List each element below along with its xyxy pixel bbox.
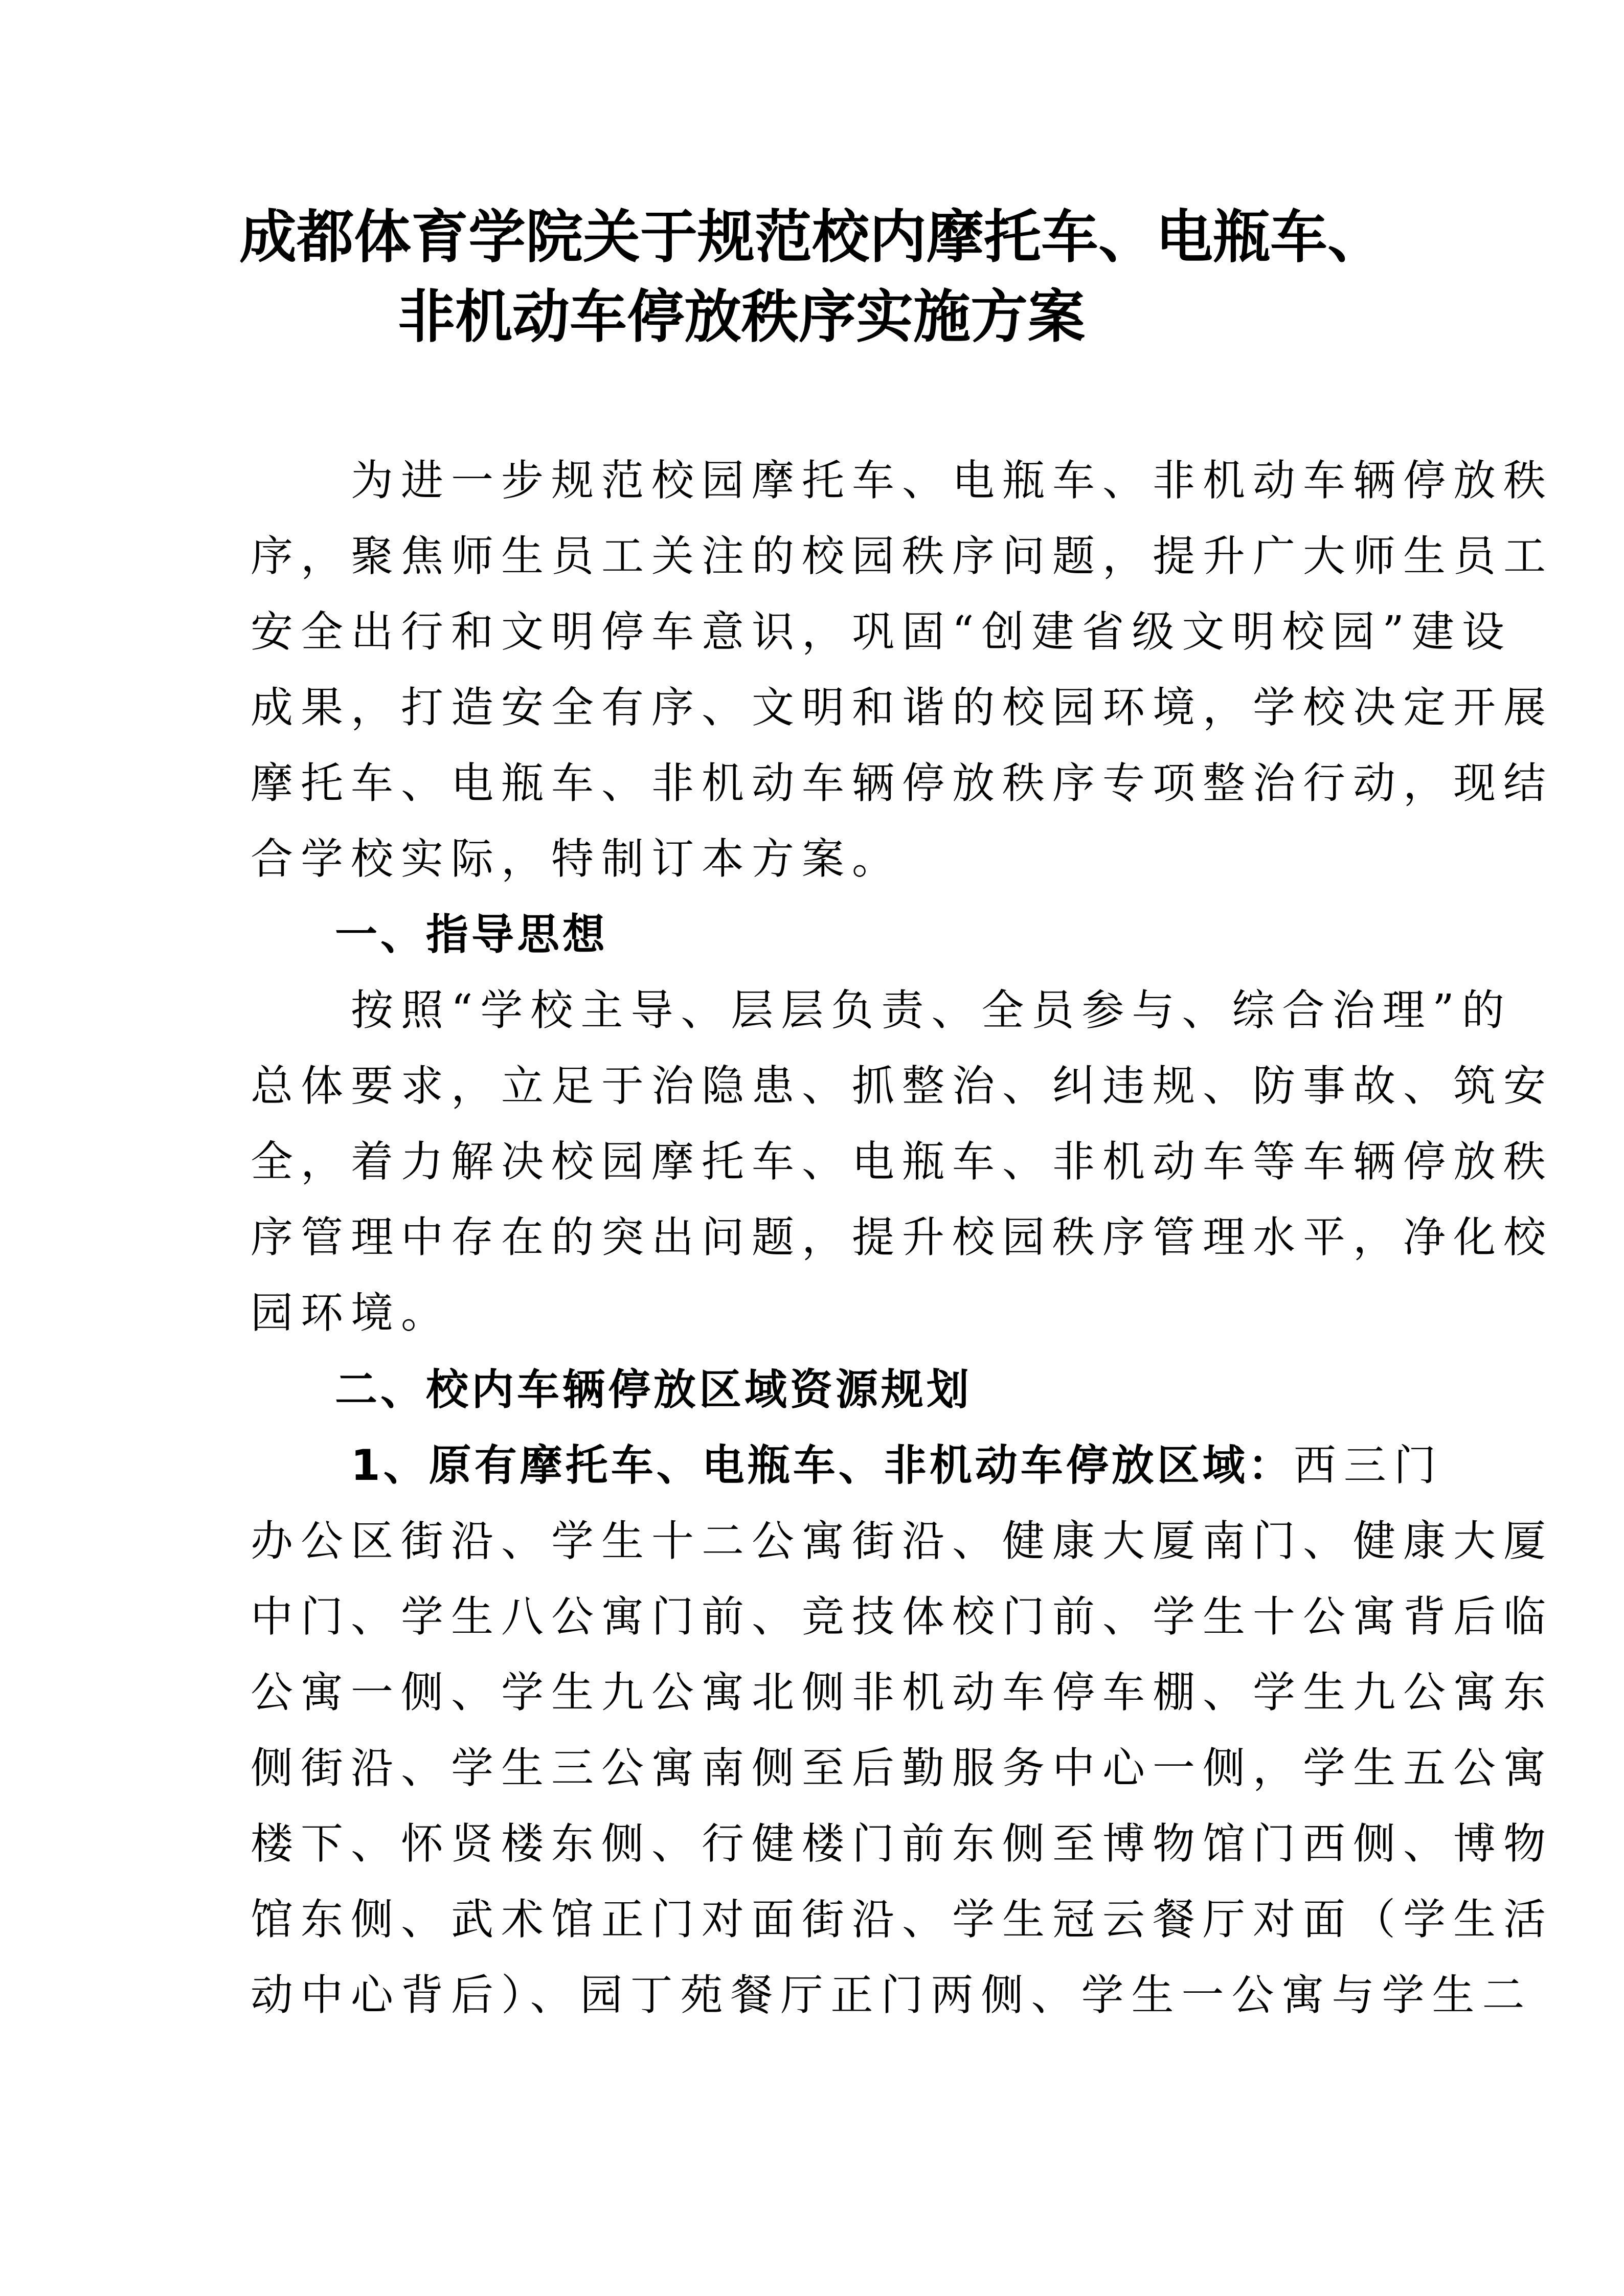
intro-paragraph [251, 443, 1553, 897]
intro-line: 合学校实际，特制订本方案。 [251, 834, 902, 884]
guiding-line: 园环境。 [251, 1288, 451, 1338]
section-heading-parking-planning: 二、校内车辆停放区域资源规划 [335, 1365, 972, 1414]
guiding-line: 全，着力解决校园摩托车、电瓶车、非机动车等车辆停放秩 [251, 1137, 1553, 1186]
parking-areas-line: 公寓一侧、学生九公寓北侧非机动车停车棚、学生九公寓东 [251, 1668, 1553, 1717]
parking-areas-paragraph [251, 1428, 1553, 2033]
section-heading-guiding-thought: 一、指导思想 [335, 910, 608, 959]
intro-line: 安全出行和文明停车意识，巩固“创建省级文明校园”建设 [251, 607, 1512, 657]
parking-areas-first-line [251, 1428, 1444, 1503]
parking-areas-line: 侧街沿、学生三公寓南侧至后勤服务中心一侧，学生五公寓 [251, 1743, 1553, 1793]
parking-areas-line: 中门、学生八公寓门前、竞技体校门前、学生十公寓背后临 [251, 1592, 1553, 1641]
parking-areas-line: 办公区街沿、学生十二公寓街沿、健康大厦南门、健康大厦 [251, 1516, 1553, 1566]
parking-areas-label: 1、原有摩托车、电瓶车、非机动车停放区域： [351, 1440, 1294, 1490]
guiding-line: 序管理中存在的突出问题，提升校园秩序管理水平，净化校 [251, 1212, 1553, 1262]
parking-areas-line: 动中心背后）、园丁苑餐厅正门两侧、学生一公寓与学生二 [251, 1970, 1532, 2020]
parking-areas-line: 楼下、怀贤楼东侧、行健楼门前东侧至博物馆门西侧、博物 [251, 1819, 1553, 1869]
intro-line: 成果，打造安全有序、文明和谐的校园环境，学校决定开展 [251, 683, 1553, 732]
intro-line: 序，聚焦师生员工关注的校园秩序问题，提升广大师生员工 [251, 531, 1553, 581]
guiding-line: 总体要求，立足于治隐患、抓整治、纠违规、防事故、筑安 [251, 1061, 1553, 1111]
guiding-line: 按照“学校主导、层层负责、全员参与、综合治理”的 [251, 985, 1512, 1035]
document-title-line-2: 非机动车停放秩序实施方案 [398, 283, 1085, 350]
parking-areas-first-text: 西三门 [1293, 1440, 1444, 1490]
intro-line: 摩托车、电瓶车、非机动车辆停放秩序专项整治行动，现结 [251, 758, 1553, 808]
parking-areas-line: 馆东侧、武术馆正门对面街沿、学生冠云餐厅对面（学生活 [251, 1895, 1553, 1944]
document-title-line-1: 成都体育学院关于规范校内摩托车、电瓶车、 [239, 204, 1385, 271]
guiding-thought-paragraph [251, 973, 1553, 1351]
intro-line: 为进一步规范校园摩托车、电瓶车、非机动车辆停放秩 [251, 456, 1553, 505]
